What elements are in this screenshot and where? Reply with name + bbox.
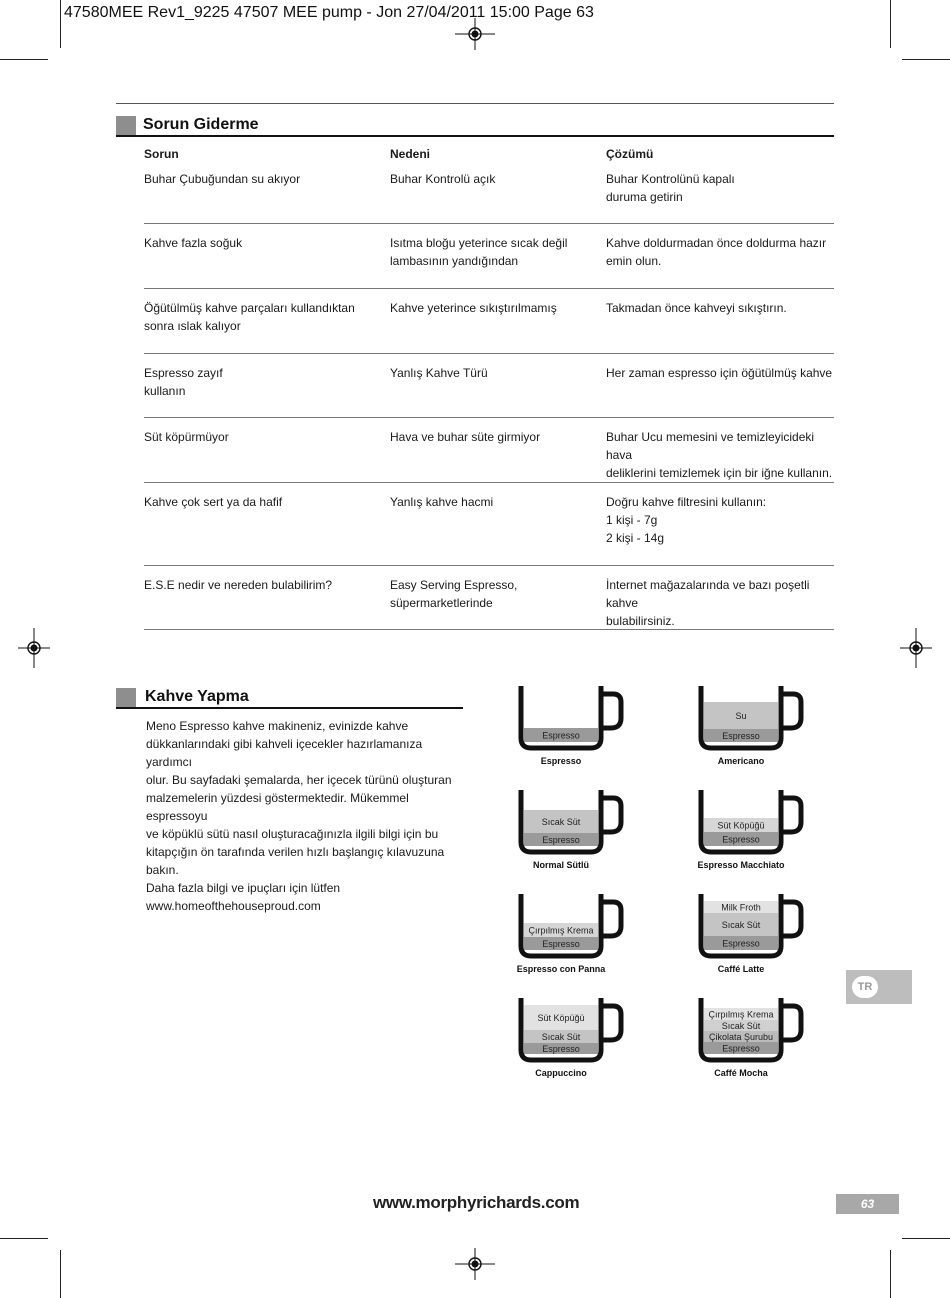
column-header-problem: Sorun [144, 147, 179, 161]
solution-cell: Her zaman espresso için öğütülmüş kahve [606, 366, 833, 380]
drink-name: Espresso Macchiato [697, 860, 785, 870]
heading-underline [116, 707, 463, 709]
registration-mark-icon [455, 18, 495, 50]
coffee-cup-icon [517, 998, 629, 1094]
footer-website: www.morphyrichards.com [373, 1193, 580, 1212]
language-badge: TR [852, 976, 878, 998]
crop-mark [890, 0, 891, 48]
cup-layer-label: Çırpılmış Krema [708, 1009, 774, 1020]
problem-cell: Kahve fazla soğuk [144, 236, 243, 250]
cup-handle [783, 1006, 801, 1040]
intro-paragraph: Meno Espresso kahve makineniz, evinizde kahve dükkanlarındaki gibi kahveli içecekler hazırlamanıza yardımcı olur. Bu sayfadaki şemalarda, her içecek türünü oluşturan malzemelerin yüzdesi göstermektedir. Mükemmel espressoyu ve köpüklü sütü nasıl oluşturacağınızla ilgili bilgi için bu kitapçığın ön tarafında verilen hızlı başlangıç kılavuzuna bakın. Daha fazla bilgi ve ipuçları için lütfen www.homeofthehouseproud.com [146, 719, 452, 913]
crop-mark [890, 1250, 891, 1298]
cause-cell: Easy Serving Espresso, süpermarketlerinde [390, 578, 518, 610]
cup-layer-label: Espresso [722, 1043, 760, 1054]
cup-layer-label: Su [735, 711, 747, 721]
cup-layer-label: Espresso [542, 1044, 580, 1054]
solution-cell: Doğru kahve filtresini kullanın: 1 kişi - 7g 2 kişi - 14g [606, 495, 767, 545]
solution-cell: Buhar Kontrolünü kapalı duruma getirin [606, 172, 735, 204]
section-top-rule [116, 103, 834, 104]
cup-layer-label: Espresso [722, 938, 760, 949]
cup-layer-label: Sıcak Süt [721, 920, 761, 930]
row-divider [144, 417, 834, 418]
cup-layer-label: Milk Froth [721, 902, 761, 913]
coffee-making-heading [116, 688, 462, 708]
solution-cell: İnternet mağazalarında ve bazı poşetli kahve bulabilirsiniz. [606, 578, 810, 628]
column-header-solution: Çözümü [606, 147, 654, 161]
cause-cell: Yanlış kahve hacmi [390, 495, 494, 509]
drink-name: Americano [717, 756, 765, 766]
cup-handle [603, 798, 621, 832]
row-divider [144, 288, 834, 289]
page-number: 63 [836, 1194, 899, 1214]
section-title: Kahve Yapma [145, 688, 249, 705]
heading-marker [116, 688, 136, 708]
problem-cell: Süt köpürmüyor [144, 430, 229, 444]
problem-cell: Kahve çok sert ya da hafif [144, 495, 283, 509]
solution-cell: Kahve doldurmadan önce doldurma hazır emin olun. [606, 236, 827, 268]
crop-mark [0, 59, 48, 60]
cup-layer-label: Sıcak Süt [721, 1021, 761, 1031]
problem-cell: Espresso zayıf kullanın [144, 366, 223, 398]
column-header-cause: Nedeni [390, 147, 431, 161]
problem-cell: Buhar Çubuğundan su akıyor [144, 172, 301, 186]
crop-mark [0, 1238, 48, 1239]
coffee-cup-icon [697, 686, 809, 782]
cause-cell: Hava ve buhar süte girmiyor [390, 430, 541, 444]
heading-marker [116, 116, 136, 136]
cause-cell: Kahve yeterince sıkıştırılmamış [390, 301, 557, 315]
cup-layer-label: Espresso [722, 731, 760, 741]
cup-handle [783, 798, 801, 832]
coffee-cup-icon [517, 790, 629, 886]
cup-handle [783, 902, 801, 936]
cup-handle [783, 694, 801, 728]
cup-layer-label: Çırpılmış Krema [528, 925, 594, 936]
coffee-cup-icon [697, 894, 809, 990]
drink-name: Caffé Mocha [714, 1068, 768, 1078]
cup-layer-label: Çikolata Şurubu [708, 1032, 774, 1042]
registration-mark-icon [900, 628, 932, 668]
cause-cell: Yanlış Kahve Türü [390, 366, 488, 380]
drink-name: Espresso con Panna [516, 964, 606, 974]
cup-layer-label: Espresso [542, 939, 580, 949]
cup-handle [603, 1006, 621, 1040]
heading-underline [116, 135, 834, 137]
crop-mark [902, 59, 950, 60]
cup-layer-label: Sıcak Süt [541, 817, 581, 827]
section-title: Sorun Giderme [143, 116, 259, 133]
drink-name: Normal Sütlü [532, 860, 589, 870]
problem-cell: E.S.E nedir ve nereden bulabilirim? [144, 578, 333, 592]
crop-mark [60, 1250, 61, 1298]
row-divider [144, 482, 834, 483]
cup-handle [603, 694, 621, 728]
coffee-cup-icon [697, 790, 809, 886]
cup-layer-label: Süt Köpüğü [717, 820, 765, 831]
problem-cell: Öğütülmüş kahve parçaları kullandıktan sonra ıslak kalıyor [144, 301, 355, 333]
solution-cell: Buhar Ucu memesini ve temizleyicideki hava deliklerini temizlemek için bir iğne kullanın. [606, 430, 833, 480]
row-divider [144, 565, 834, 566]
coffee-cup-icon [697, 998, 809, 1094]
troubleshooting-heading [116, 116, 834, 136]
coffee-cup-icon [517, 894, 629, 990]
drink-name: Caffé Latte [717, 964, 765, 974]
row-divider [144, 629, 834, 630]
cup-layer-label: Espresso [542, 730, 580, 741]
cup-handle [603, 902, 621, 936]
print-slug: 47580MEE Rev1_9225 47507 MEE pump - Jon 27/04/2011 15:00 Page 63 [64, 4, 594, 21]
cup-layer-label: Espresso [722, 834, 760, 845]
drink-name: Cappuccino [535, 1068, 587, 1078]
row-divider [144, 223, 834, 224]
cup-layer-label: Süt Köpüğü [537, 1013, 585, 1023]
registration-mark-icon [18, 628, 50, 668]
cause-cell: Buhar Kontrolü açık [390, 172, 496, 186]
crop-mark [902, 1238, 950, 1239]
solution-cell: Takmadan önce kahveyi sıkıştırın. [606, 301, 787, 315]
cup-layer-label: Sıcak Süt [541, 1032, 581, 1042]
coffee-cup-icon [517, 686, 629, 782]
cause-cell: Isıtma bloğu yeterince sıcak değil lambasının yandığından [390, 236, 568, 268]
cup-layer-label: Espresso [542, 835, 580, 845]
row-divider [144, 353, 834, 354]
language-tab [846, 970, 912, 1004]
crop-mark [60, 0, 61, 48]
drink-name: Espresso [540, 756, 582, 766]
registration-mark-icon [455, 1248, 495, 1280]
